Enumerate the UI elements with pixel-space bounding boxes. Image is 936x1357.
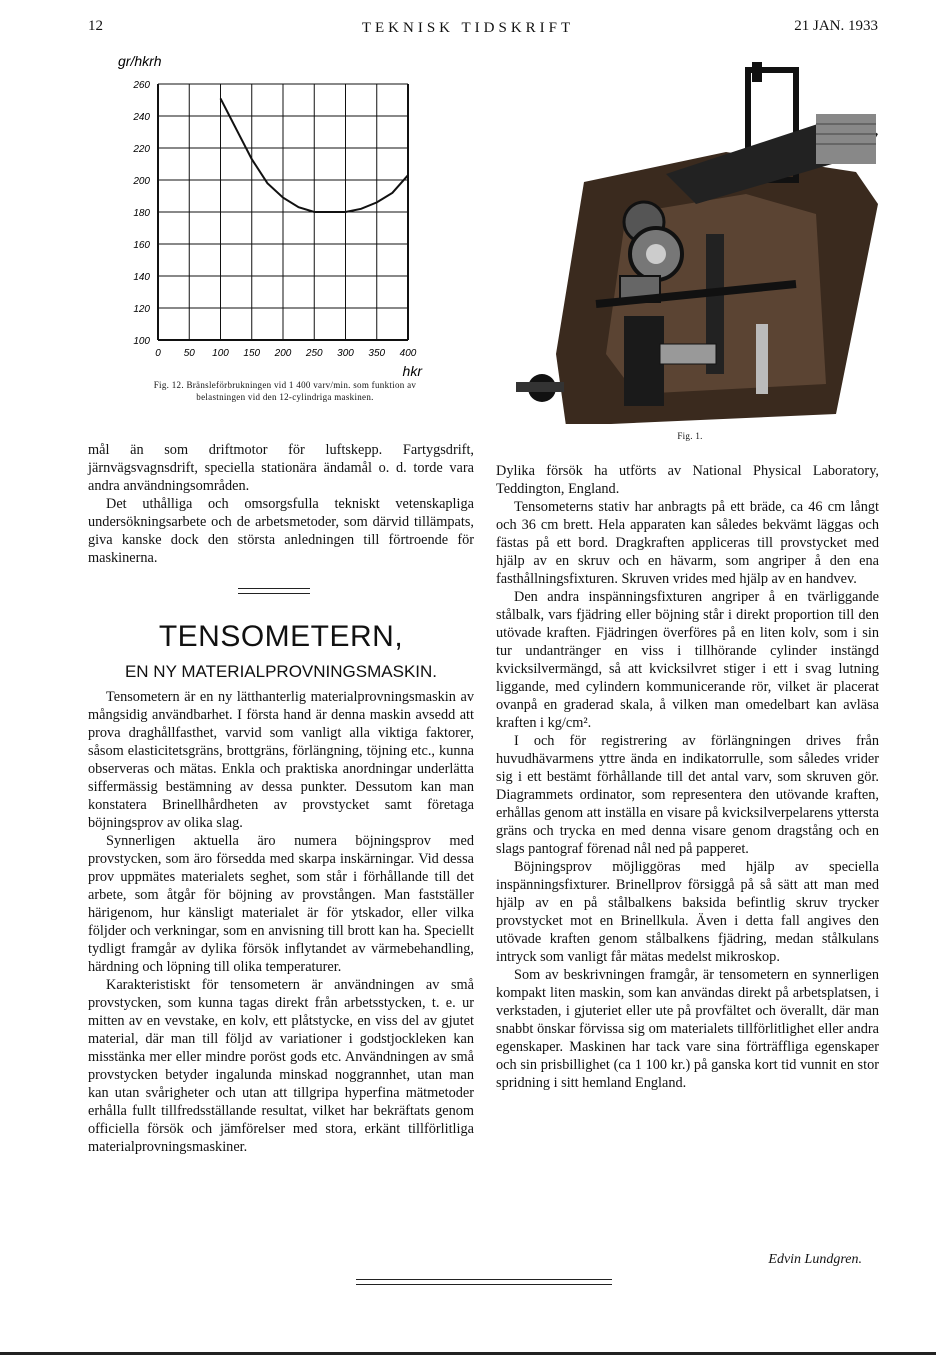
chart-x-tick-label: 250 (305, 348, 323, 359)
chart-x-tick-label: 400 (399, 348, 417, 359)
fuel-consumption-chart (112, 48, 442, 380)
chart-y-tick-label: 220 (133, 144, 150, 155)
chart-x-tick-label: 300 (337, 348, 354, 359)
issue-date: 21 JAN. 1933 (794, 18, 878, 34)
paragraph: Som av beskrivningen framgår, är tensometern en synnerligen kompakt liten maskin, som kan användas direkt på arbetsplatsen, i verkstaden, i gjuteriet eller ute på provfältet och överallt, där man snabbt önskar förvissa sig om materialets tillförlitlighet eller andra egenskaper. Maskinen har tack vare sina förträffliga egenskaper och sin prisbillighet (ca 1 100 kr.) på ganska kort tid vunnit en stor spridning i sitt hemland England. (496, 967, 879, 1091)
article-end-divider (356, 1279, 612, 1285)
chart-x-ticks (155, 348, 417, 359)
page-number: 12 (88, 18, 103, 34)
chart-grid (158, 84, 408, 340)
chart-x-tick-label: 50 (183, 348, 195, 359)
chart-y-tick-label: 240 (133, 112, 150, 123)
paragraph: I och för registrering av förlängningen drives från huvudhävarmens yttre ända en indikatorrulle, som således vrider sig i ett bestämt förhållande till det antal varv, som skruven gör. Diagrammets ordinator, som representera den utövande kraften, erhållas genom att inställa en visare på kvicksilverpelarens yttersta gräns och trycka en med denna visare genom dragstång och en slags pantograf förenad nål ned på papperet. (496, 733, 879, 857)
chart-y-ticks (132, 80, 150, 347)
chart-y-tick-label: 140 (133, 272, 150, 283)
left-column-article (88, 688, 474, 1156)
chart-x-tick-label: 350 (368, 348, 386, 359)
tensometer-photo (516, 54, 888, 424)
chart-x-tick-label: 100 (212, 348, 229, 359)
chart-x-axis-label: hkr (402, 363, 422, 379)
chart-x-tick-label: 200 (274, 348, 292, 359)
paragraph: mål än som driftmotor för luftskepp. Fartygsdrift, järnvägsvagnsdrift, speciella stationära ändamål o. d. torde vara andra användningsområden. (88, 442, 474, 494)
paragraph: Tensometerns stativ har anbragts på ett bräde, ca 46 cm långt och 36 cm brett. Hela apparaten kan således bekvämt läggas och fästas på ett bord. Dragkraften appliceras till provstycket med hjälp av en skruv och en hävarm, som angriper å den ena fasthållningsfixturen. Skruven vrides med hjälp av en handvev. (496, 499, 879, 587)
paragraph: Tensometern är en ny lätthanterlig materialprovningsmaskin av mångsidig användbarhet. I första hand är denna maskin avsedd att prova draghållfasthet, varvid som vanligt alla viktiga faktorer, såsom elasticitetsgräns, brottgräns, förlängning, töjning etc., kunna observeras och mätas. Enkla och praktiska anordningar underlätta siffermässig bestämning av dessa punkter. Dessutom kan man konstatera Brinellhårdheten av provstycket samt företaga böjningsprov av olika slag. (88, 689, 474, 831)
figure-1-caption: Fig. 1. (677, 431, 703, 441)
left-column-intro (88, 441, 474, 567)
chart-y-axis-label: gr/hkrh (118, 53, 162, 69)
chart-y-tick-label: 180 (133, 208, 150, 219)
figure-12-caption: Fig. 12. Bränsleförbrukningen vid 1 400 varv/min. som funktion av belastningen vid den 12-cylindriga maskinen. (153, 380, 417, 402)
chart-y-tick-label: 260 (133, 80, 150, 91)
article-title: TENSOMETERN, (158, 620, 404, 653)
paragraph: Synnerligen aktuella äro numera böjningsprov med provstycken, som äro försedda med skarpa inskärningar. Vid dessa prov uppmätes materialets seghet, som står i förhållande till det arbete, som åtgår för böjning av provstången. Man fastställer härigenom, hur känsligt materialet är för ytskador, eller vilka följder och verkningar, som en anvisning till brott kan ha. Speciellt tydligt framgår av dylika försök inflytandet av värmebehandling, härdning och löpning till olika temperaturer. (88, 833, 474, 975)
paragraph: Det uthålliga och omsorgsfulla tekniskt vetenskapliga undersökningsarbete och de arbetsmetoder, som därvid tillämpats, giva kanske dock den största anledningen till förtroende för maskinerna. (88, 496, 474, 566)
chart-y-tick-label: 160 (133, 240, 150, 251)
paragraph: Karakteristiskt för tensometern är användningen av små provstycken, som kunna tagas direkt från arbetsstycken, t. e. ur mitten av en vevstake, en kolv, ett plåtstycke, en viss del av gjutet material, där man till följd av variationer i godstjockleken kan misstänka mer eller mindre poröst gods etc. Användningen av små provstycken betyder ingalunda minskad noggrannhet, utan man kan utan svårigheter och utan att tillgripa hyperfina mätmetoder erhålla fullt tillfredsställande resultat, vilket har bekräftats genom officiella försök och jämförelser med stora, erkänt tillförlitliga materialprovningsmaskiner. (88, 977, 474, 1155)
right-column-article (496, 462, 879, 1092)
author-signature: Edvin Lundgren. (768, 1252, 862, 1267)
paragraph: Dylika försök ha utförts av National Physical Laboratory, Teddington, England. (496, 463, 879, 497)
chart-x-tick-label: 0 (155, 348, 161, 359)
page-bottom-border (0, 1352, 936, 1355)
paragraph: Böjningsprov möjliggöras med hjälp av speciella inspänningsfixturer. Brinellprov försiggå på så sätt att man med hjälp av en på stålbalkens baksida befintlig skruv trycker provstycket mot en Brinellkula. Även i detta fall angives den utövade kraften genom stålbalkens fjädring, medan stålkulans intryck som vanligt får mätas medelst mikroskop. (496, 859, 879, 965)
chart-y-tick-label: 120 (133, 304, 150, 315)
paragraph: Den andra inspänningsfixturen angriper å en tvärliggande stålbalk, vars fjädring eller böjning står i direkt proportion till den utövade kraften. Fjädringen överföres på en liten kolv, som i sin tur undantränger en viss i tillhörande cylinder instängd kvicksilvermängd, så att kvicksilvret stiger i ett i svag lutning liggande, med cylindern kommunicerande rör, vilket är placerat ovanpå en graderad skala, å vilken man omedelbart kan avläsa kraften i kg/cm². (496, 589, 879, 731)
chart-y-tick-label: 200 (133, 176, 150, 187)
journal-title: TEKNISK TIDSKRIFT (361, 20, 575, 36)
chart-x-tick-label: 150 (243, 348, 261, 359)
article-subtitle: EN NY MATERIALPROVNINGSMASKIN. (124, 662, 438, 681)
chart-y-tick-label: 100 (133, 336, 150, 347)
section-divider (238, 588, 310, 594)
